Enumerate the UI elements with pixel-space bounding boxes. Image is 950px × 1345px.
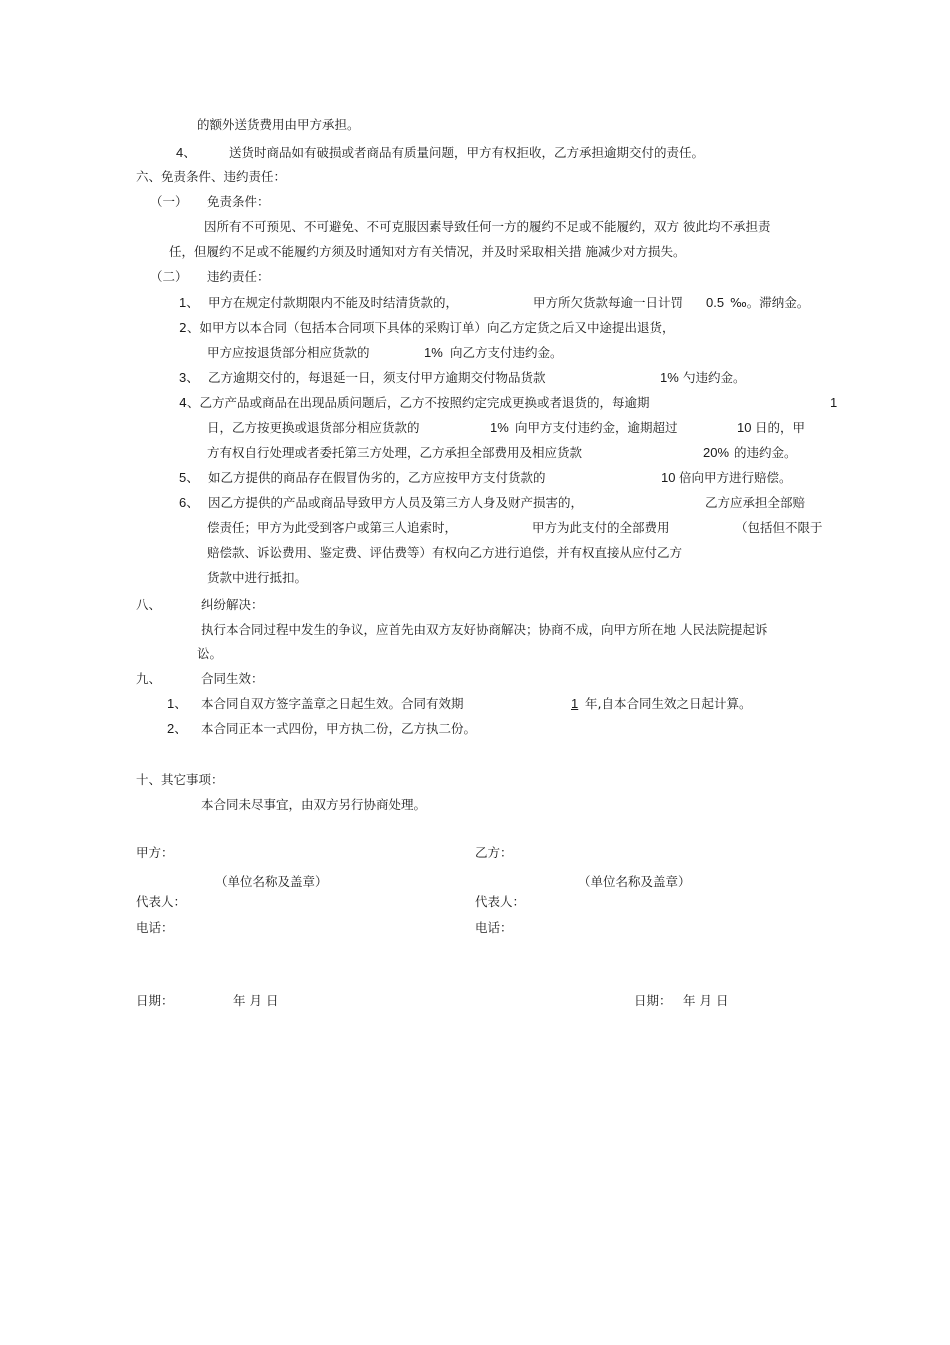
liability-1-text-d: ‰。滞纳金。: [730, 295, 810, 310]
party-a-seal-note: （单位名称及盖章）: [215, 874, 328, 889]
exemption-paragraph-line-1: 因所有不可预见、不可避免、不可克服因素导致任何一方的履约不足或不能履约，双方 彼此均不承担责: [204, 219, 771, 234]
clause-number: 6、: [179, 495, 200, 510]
section-6-heading: 六、免责条件、违约责任：: [136, 169, 287, 184]
validity-years: 1: [571, 696, 579, 711]
party-a-representative-label: 代表人：: [136, 894, 187, 909]
percent-value: 1%: [660, 370, 679, 385]
party-a-date-value: 年 月 日: [233, 993, 279, 1008]
party-b-seal-note: （单位名称及盖章）: [578, 874, 691, 889]
liability-6-text-d: 甲方为此支付的全部费用: [532, 520, 670, 535]
liability-6-text-f: 赔偿款、诉讼费用、鉴定费、评估费等）有权向乙方进行追偿，并有权直接从应付乙方: [207, 545, 683, 560]
section-9-heading: 合同生效：: [201, 671, 264, 686]
liability-1-text-b: 甲方所欠货款每逾一日计罚: [533, 295, 684, 310]
clause-5-3-continued: 的额外送货费用由甲方承担。: [197, 117, 360, 132]
clause-number: 3、: [179, 370, 200, 385]
penalty-rate: 0.5: [706, 295, 725, 310]
effectiveness-2-text: 本合同正本一式四份，甲方执二份，乙方执二份。: [201, 721, 477, 736]
dispute-paragraph-line-2: 讼。: [197, 646, 223, 661]
subsection-number: （一）: [150, 194, 188, 209]
liability-1-text-a: 甲方在规定付款期限内不能及时结清货款的，: [208, 295, 459, 310]
party-a-phone-label: 电话：: [136, 920, 174, 935]
liability-3-text-a: 乙方逾期交付的，每退延一日，须支付甲方逾期交付物品货款: [208, 370, 546, 385]
clause-number: 4、: [176, 145, 197, 160]
liability-2-line-1: 2、如甲方以本合同（包括本合同项下具体的采购订单）向乙方定货之后又中途提出退货，: [179, 320, 675, 335]
liability-4-text-c: 向甲方支付违约金，逾期超过: [515, 420, 678, 435]
subsection-title-exemption: 免责条件：: [207, 194, 270, 209]
other-matters-text: 本合同未尽事宜，由双方另行协商处理。: [201, 797, 427, 812]
section-10-heading: 十、其它事项：: [136, 772, 224, 787]
liability-5-text-c: 倍向甲方进行赔偿。: [679, 470, 792, 485]
liability-6-text-e: （包括但不限于: [735, 520, 823, 535]
liability-4-text-h: 的违约金。: [734, 445, 797, 460]
liability-6-text-a: 因乙方提供的产品或商品导致甲方人员及第三方人身及财产损害的，: [208, 495, 584, 510]
party-a-date-label: 日期：: [136, 993, 174, 1008]
exemption-paragraph-line-2: 任，但履约不足或不能履约方须及时通知对方有关情况，并及时采取相关措 施减少对方损失。: [169, 244, 686, 259]
party-a-label: 甲方：: [136, 845, 174, 860]
liability-6-text-g: 货款中进行抵扣。: [207, 570, 308, 585]
percent-value: 1%: [490, 420, 509, 435]
liability-3-text-c: 勺违约金。: [683, 370, 746, 385]
days-value: 10: [737, 420, 752, 435]
party-b-representative-label: 代表人：: [475, 894, 526, 909]
clause-number: 5、: [179, 470, 200, 485]
party-b-phone-label: 电话：: [475, 920, 513, 935]
liability-5-text-a: 如乙方提供的商品存在假冒伪劣的，乙方应按甲方支付货款的: [208, 470, 546, 485]
party-b-label: 乙方：: [475, 845, 513, 860]
dispute-paragraph-line-1: 执行本合同过程中发生的争议，应首先由双方友好协商解决；协商不成，向甲方所在地 人民法院提起诉: [201, 622, 768, 637]
liability-2-text-a: 甲方应按退货部分相应货款的: [207, 345, 370, 360]
section-8-heading: 纠纷解决：: [201, 597, 264, 612]
party-b-date-label: 日期：: [634, 993, 672, 1008]
subsection-number: （二）: [150, 269, 188, 284]
clause-number: 1、: [179, 295, 200, 310]
liability-4-text-e: 日的，甲: [755, 420, 806, 435]
clause-5-4-text: 送货时商品如有破损或者商品有质量问题，甲方有权拒收，乙方承担逾期交付的责任。: [229, 145, 705, 160]
section-number: 九、: [136, 671, 162, 686]
liability-6-text-c: 偿责任；甲方为此受到客户或第三人追索时，: [207, 520, 458, 535]
liability-4-text-f: 方有权自行处理或者委托第三方处理，乙方承担全部费用及相应货款: [207, 445, 583, 460]
percent-value: 1%: [424, 345, 443, 360]
effectiveness-1-text-a: 本合同自双方签字盖章之日起生效。合同有效期: [201, 696, 464, 711]
liability-6-text-b: 乙方应承担全部赔: [705, 495, 806, 510]
percent-value: 20%: [703, 445, 730, 460]
liability-2-text-c: 向乙方支付违约金。: [450, 345, 563, 360]
clause-number: 1、: [167, 696, 188, 711]
clause-number: 2、: [167, 721, 188, 736]
days-value: 1: [830, 395, 838, 410]
party-b-date-value: 年 月 日: [683, 993, 729, 1008]
effectiveness-1-text-c: 年,自本合同生效之日起计算。: [585, 696, 752, 711]
subsection-title-liability: 违约责任：: [207, 269, 270, 284]
multiplier-value: 10: [661, 470, 676, 485]
section-number: 八、: [136, 597, 162, 612]
liability-4-text-a: 4、乙方产品或商品在出现品质问题后，乙方不按照约定完成更换或者退货的，每逾期: [179, 395, 650, 410]
liability-4-text-b: 日，乙方按更换或退货部分相应货款的: [207, 420, 420, 435]
